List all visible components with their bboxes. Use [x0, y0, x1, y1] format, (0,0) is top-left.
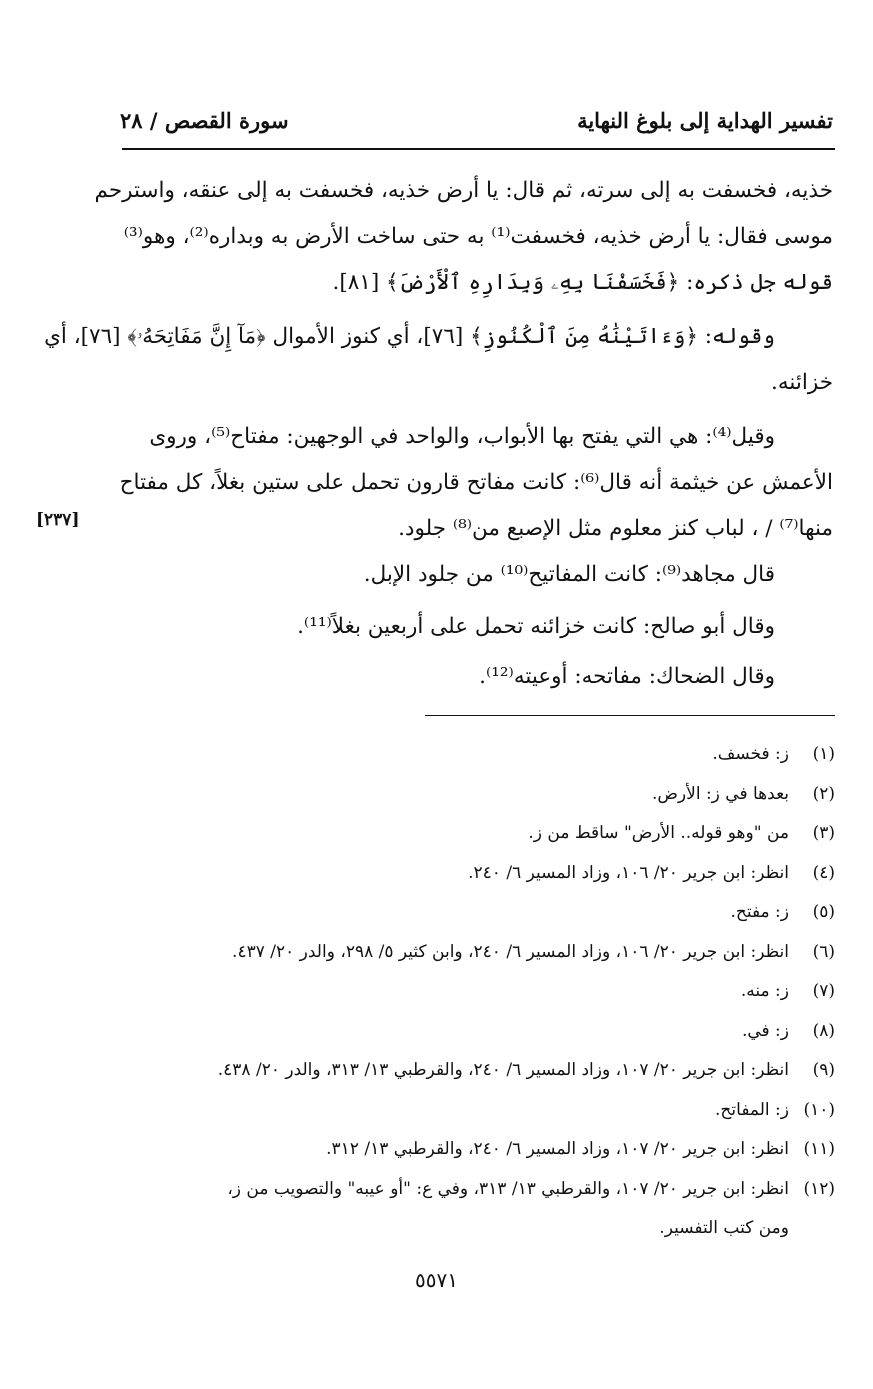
text-line: الأعمش عن خيثمة أنه قال⁽⁶⁾: كانت مفاتح قارون تحمل على ستين بغلاً، كل مفتاح	[119, 470, 833, 495]
footnote-number: (٩)	[812, 1060, 835, 1080]
footnote-number: (١)	[812, 744, 835, 764]
footnote-text: انظر: ابن جرير ٢٠/ ١٠٦، وزاد المسير ٦/ ٢٤٠، وابن كثير ٥/ ٢٩٨، والدر ٢٠/ ٤٣٧.	[232, 941, 789, 962]
footnote-number: (١١)	[803, 1139, 835, 1159]
footnote-8	[129, 1012, 835, 1052]
text-line: وقوله: ﴿وَءَاتَيْنَٰهُ مِنَ ٱلْكُنُوزِ﴾ [٧٦]، أي كنوز الأموال ﴿مَآ إِنَّ مَفَاتِحَهُۥ﴾ [٧٦]، أي	[44, 324, 775, 349]
footnote-text: ز: المفاتح.	[715, 1099, 789, 1120]
text-line: وقال الضحاك: مفاتحه: أوعيته⁽¹²⁾.	[479, 664, 775, 689]
footnote-number: (١٢)	[803, 1178, 835, 1199]
page-number: ٥٥٧١	[415, 1268, 458, 1292]
footnote-text: من "وهو قوله.. الأرض" ساقط من ز.	[528, 823, 789, 843]
footnotes	[129, 735, 835, 1249]
manuscript-folio-reference: [٢٣٧]	[36, 510, 80, 530]
footnote-number: (٧)	[812, 981, 835, 1001]
text-line: موسى فقال: يا أرض خذيه، فخسفت⁽¹⁾ به حتى ساخت الأرض به وبداره⁽²⁾، وهو⁽³⁾	[123, 224, 833, 249]
footnote-12	[129, 1170, 835, 1210]
paragraph-1	[94, 168, 833, 306]
footnote-divider	[425, 715, 835, 716]
footnote-text: انظر: ابن جرير ٢٠/ ١٠٦، وزاد المسير ٦/ ٢٤٠.	[468, 862, 789, 883]
footnote-text: بعدها في ز: الأرض.	[651, 783, 789, 804]
footnote-number: (١٠)	[803, 1099, 835, 1120]
paragraph-2	[44, 314, 833, 406]
text-line: قوله جل ذكره: ﴿فَخَسَفْنَا بِهِۦ وَبِدَارِهِ ٱلْأَرْضَ﴾ [٨١].	[332, 270, 833, 295]
footnote-4	[129, 854, 835, 894]
footnote-text: ز: مفتح.	[730, 902, 789, 922]
header-divider	[122, 148, 835, 150]
footnote-6	[129, 933, 835, 973]
footnote-text: انظر: ابن جرير ٢٠/ ١٠٧، والقرطبي ١٣/ ٣١٣، وفي ع: "أو عيبه" والتصويب من ز،	[227, 1178, 789, 1199]
footnote-text: انظر: ابن جرير ٢٠/ ١٠٧، وزاد المسير ٦/ ٢٤٠، والقرطبي ١٣/ ٣١٢.	[326, 1139, 789, 1159]
footnote-number: (٣)	[812, 823, 835, 843]
footnote-text: ز: منه.	[740, 981, 789, 1001]
footnote-12-continuation: ومن كتب التفسير.	[659, 1218, 789, 1238]
footnote-9	[129, 1051, 835, 1091]
footnote-text: ز: في.	[741, 1020, 789, 1041]
footnote-5	[129, 893, 835, 933]
footnote-2	[129, 775, 835, 815]
footnote-text: انظر: ابن جرير ٢٠/ ١٠٧، وزاد المسير ٦/ ٢٤٠، والقرطبي ١٣/ ٣١٣، والدر ٢٠/ ٤٣٨.	[217, 1060, 789, 1080]
text-line: خذيه، فخسفت به إلى سرته، ثم قال: يا أرض خذيه، فخسفت به إلى عنقه، واسترحم	[94, 178, 833, 203]
text-line: منها⁽⁷⁾ / ، لباب كنز معلوم مثل الإصبع من⁽⁸⁾ جلود.	[398, 516, 833, 541]
running-header-surah: سورة القصص / ٢٨	[120, 108, 289, 133]
footnote-10	[129, 1091, 835, 1131]
text-line: قال مجاهد⁽⁹⁾: كانت المفاتيح⁽¹⁰⁾ من جلود الإبل.	[363, 562, 775, 587]
footnote-11	[129, 1130, 835, 1170]
footnote-7	[129, 972, 835, 1012]
footnote-number: (٢)	[812, 783, 835, 804]
footnote-3	[129, 814, 835, 854]
paragraph-4	[127, 552, 833, 598]
paragraph-3	[119, 414, 833, 552]
footnote-text: ز: فخسف.	[712, 744, 789, 764]
running-header-book-title: تفسير الهداية إلى بلوغ النهاية	[577, 108, 833, 133]
footnote-number: (٨)	[812, 1020, 835, 1041]
footnote-number: (٥)	[812, 902, 835, 922]
text-line: خزائنه.	[771, 370, 833, 395]
footnote-1	[129, 735, 835, 775]
paragraph-6	[127, 654, 833, 700]
text-line: وقال أبو صالح: كانت خزائنه تحمل على أربعين بغلاً⁽¹¹⁾.	[297, 614, 775, 639]
footnote-number: (٦)	[812, 941, 835, 962]
footnote-number: (٤)	[812, 862, 835, 883]
paragraph-5	[127, 604, 833, 650]
text-line: وقيل⁽⁴⁾: هي التي يفتح بها الأبواب، والواحد في الوجهين: مفتاح⁽⁵⁾، وروى	[149, 424, 775, 449]
